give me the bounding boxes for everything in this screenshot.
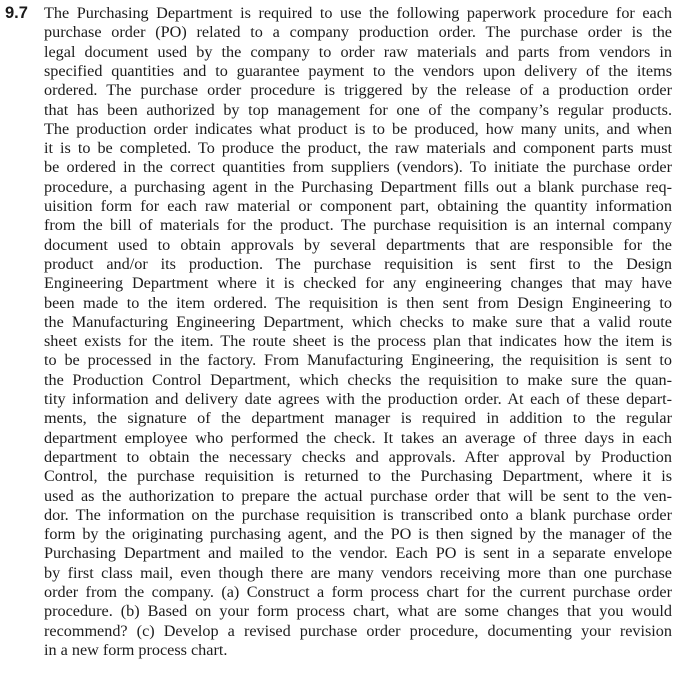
problem-text-line: purchase order (PO) related to a company production order. The purchase order is the xyxy=(44,23,672,42)
problem-text-line: by first class mail, even though there are many vendors receiving more than one purchase xyxy=(44,563,672,582)
problem-text-line: form by the originating purchasing agent, and the PO is then signed by the manager of the xyxy=(44,525,672,544)
problem-text-line: the Production Control Department, which checks the requisition to make sure the quan- xyxy=(44,370,672,389)
problem-text-line: be ordered in the correct quantities from suppliers (vendors). To initiate the purchase order xyxy=(44,158,672,177)
problem-text-line: specified quantities and to guarantee payment to the vendors upon delivery of the items xyxy=(44,61,672,80)
problem-9-7 xyxy=(0,4,700,690)
problem-text-line: The Purchasing Department is required to use the following paperwork procedure for each xyxy=(44,4,672,22)
problem-text-line: order from the company. (a) Construct a form process chart for the current purchase order xyxy=(44,583,672,601)
problem-text-line: uisition form for each raw material or component part, obtaining the quantity information xyxy=(44,197,672,215)
problem-text-line: department employee who performed the check. It takes an average of three days in each xyxy=(44,428,672,447)
problem-text-line: Control, the purchase requisition is returned to the Purchasing Department, where it is xyxy=(44,467,672,486)
problem-text-line: Engineering Department where it is checked for any engineering changes that may have xyxy=(44,274,672,293)
problem-text-line: that has been authorized by top management for one of the company’s regular products. xyxy=(44,100,672,119)
problem-number: 9.7 xyxy=(5,4,28,22)
problem-text-line: from the bill of materials for the product. The purchase requisition is an internal company xyxy=(44,216,672,235)
problem-text-line: tity information and delivery date agrees with the production order. At each of these depart- xyxy=(44,390,672,408)
problem-text-line: procedure, a purchasing agent in the Purchasing Department fills out a blank purchase req- xyxy=(44,177,672,196)
problem-text-line: the Manufacturing Engineering Department, which checks to make sure that a valid route xyxy=(44,312,672,331)
problem-text-line: to be processed in the factory. From Manufacturing Engineering, the requisition is sent to xyxy=(44,351,672,370)
problem-text-line: sheet exists for the item. The route sheet is the process plan that indicates how the item is xyxy=(44,332,672,351)
problem-text-line: ordered. The purchase order procedure is triggered by the release of a production order xyxy=(44,81,672,100)
problem-text-line: product and/or its production. The purchase requisition is sent first to the Design xyxy=(44,254,672,273)
problem-text-line: dor. The information on the purchase requisition is transcribed onto a blank purchase order xyxy=(44,505,672,524)
problem-text-line: legal document used by the company to order raw materials and parts from vendors in xyxy=(44,42,672,61)
problem-text-line: ments, the signature of the department manager is required in addition to the regular xyxy=(44,409,672,428)
problem-text-line: used as the authorization to prepare the actual purchase order that will be sent to the ven- xyxy=(44,486,672,505)
problem-text-line: procedure. (b) Based on your form process chart, what are some changes that you would xyxy=(44,602,672,621)
problem-text-line: document used to obtain approvals by several departments that are responsible for the xyxy=(44,235,672,254)
problem-text-line: The production order indicates what product is to be produced, how many units, and when xyxy=(44,119,672,138)
problem-text-line: been made to the item ordered. The requisition is then sent from Design Engineering to xyxy=(44,293,672,312)
problem-text-line: Purchasing Department and mailed to the vendor. Each PO is sent in a separate envelope xyxy=(44,544,672,563)
problem-text-line: it is to be completed. To produce the product, the raw materials and component parts must xyxy=(44,139,672,158)
problem-text-line: recommend? (c) Develop a revised purchase order procedure, documenting your revision xyxy=(44,621,672,640)
problem-text-line: in a new form process chart. xyxy=(44,640,228,659)
problem-text-line: department to obtain the necessary checks and approvals. After approval by Production xyxy=(44,447,672,466)
